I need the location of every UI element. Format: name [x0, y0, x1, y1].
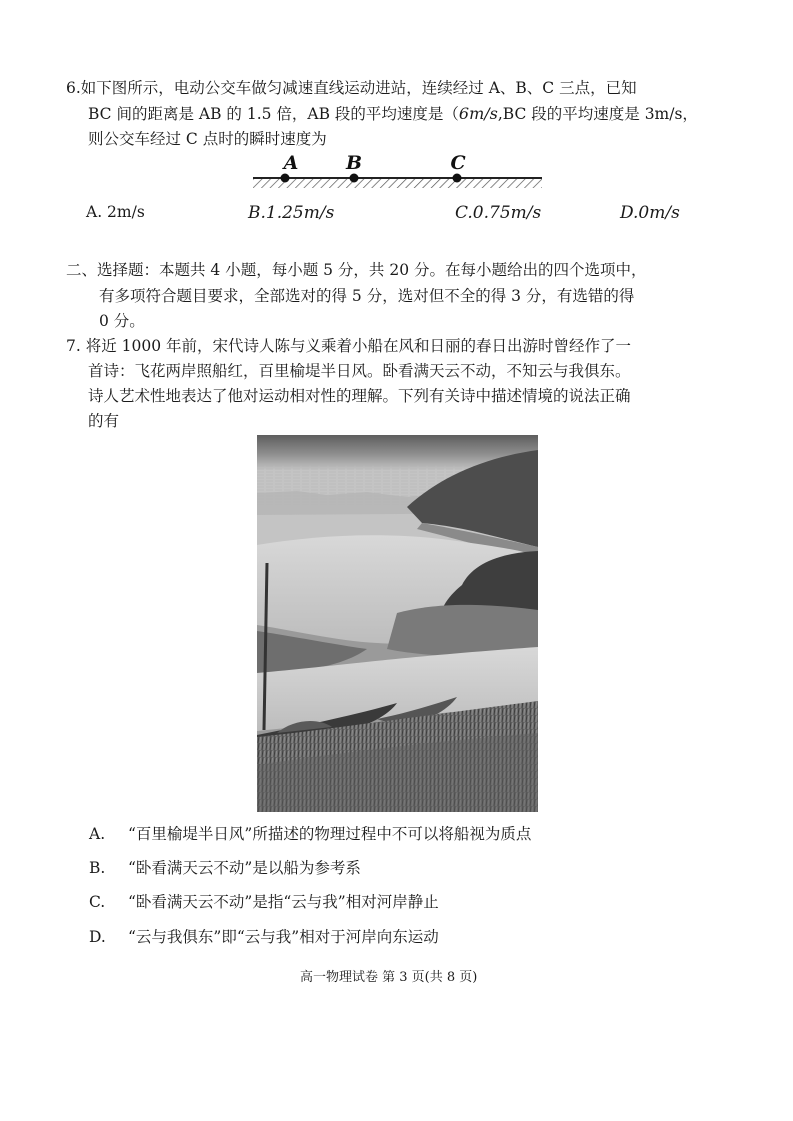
q6-option-b: B.1.25m/s	[248, 203, 335, 223]
page-footer: 高一物理试卷 第 3 页(共 8 页)	[300, 970, 478, 985]
point-b-label: B	[345, 152, 363, 174]
q6-line-3: 则公交车经过 C 点时的瞬时速度为	[88, 130, 327, 148]
q7-option-b-label: B.	[89, 859, 106, 877]
q6-option-d: D.0m/s	[620, 203, 680, 223]
section-2-line-1: 二、选择题：本题共 4 小题，每小题 5 分，共 20 分。在每小题给出的四个选项中，	[66, 261, 647, 279]
ground-hatching	[253, 179, 542, 188]
river-boat-illustration	[257, 435, 538, 812]
point-a-label: A	[283, 152, 299, 174]
q7-option-c-text: “卧看满天云不动”是指“云与我”相对河岸静止	[128, 893, 439, 911]
q6-line-1: 6.如下图所示，电动公交车做匀减速直线运动进站，连续经过 A、B、C 三点，已知	[66, 79, 637, 97]
q6-road-diagram	[250, 148, 545, 196]
q7-option-a-text: “百里榆堤半日风”所描述的物理过程中不可以将船视为质点	[128, 825, 532, 843]
q7-option-d-label: D.	[89, 928, 106, 946]
point-c-label: C	[450, 152, 466, 174]
point-c-dot	[453, 174, 462, 183]
q7-option-c	[89, 890, 105, 914]
q7-option-c-label: C.	[89, 893, 106, 911]
section-2-line-2: 有多项符合题目要求，全部选对的得 5 分，选对但不全的得 3 分，有选错的得	[99, 287, 635, 305]
q6-line-2-text-b: ,BC 段的平均速度是 3m/s，	[497, 105, 698, 123]
q7-option-a	[89, 822, 105, 846]
q7-line-4: 的有	[88, 412, 120, 430]
q7-line-1: 7. 将近 1000 年前，宋代诗人陈与义乘着小船在风和日丽的春日出游时曾经作了一	[66, 337, 632, 355]
q6-line-2-text-a: BC 间的距离是 AB 的 1.5 倍，AB 段的平均速度是（	[88, 105, 459, 123]
q7-option-b	[89, 856, 105, 880]
point-a-dot	[281, 174, 290, 183]
q7-option-d-text: “云与我俱东”即“云与我”相对于河岸向东运动	[128, 928, 439, 946]
q6-line-2	[88, 102, 698, 126]
q7-option-a-label: A.	[89, 825, 106, 843]
section-2-line-3: 0 分。	[99, 312, 145, 330]
q6-line-2-math: 6m/s	[458, 104, 498, 123]
q7-option-d	[89, 925, 106, 949]
q7-line-3: 诗人艺术性地表达了他对运动相对性的理解。下列有关诗中描述情境的说法正确	[88, 387, 631, 405]
point-b-dot	[350, 174, 359, 183]
q7-option-b-text: “卧看满天云不动”是以船为参考系	[128, 859, 361, 877]
q7-line-2: 首诗：飞花两岸照船红，百里榆堤半日风。卧看满天云不动，不知云与我俱东。	[88, 362, 631, 380]
q6-option-a: A. 2m/s	[86, 203, 145, 221]
q6-option-c: C.0.75m/s	[455, 203, 542, 223]
